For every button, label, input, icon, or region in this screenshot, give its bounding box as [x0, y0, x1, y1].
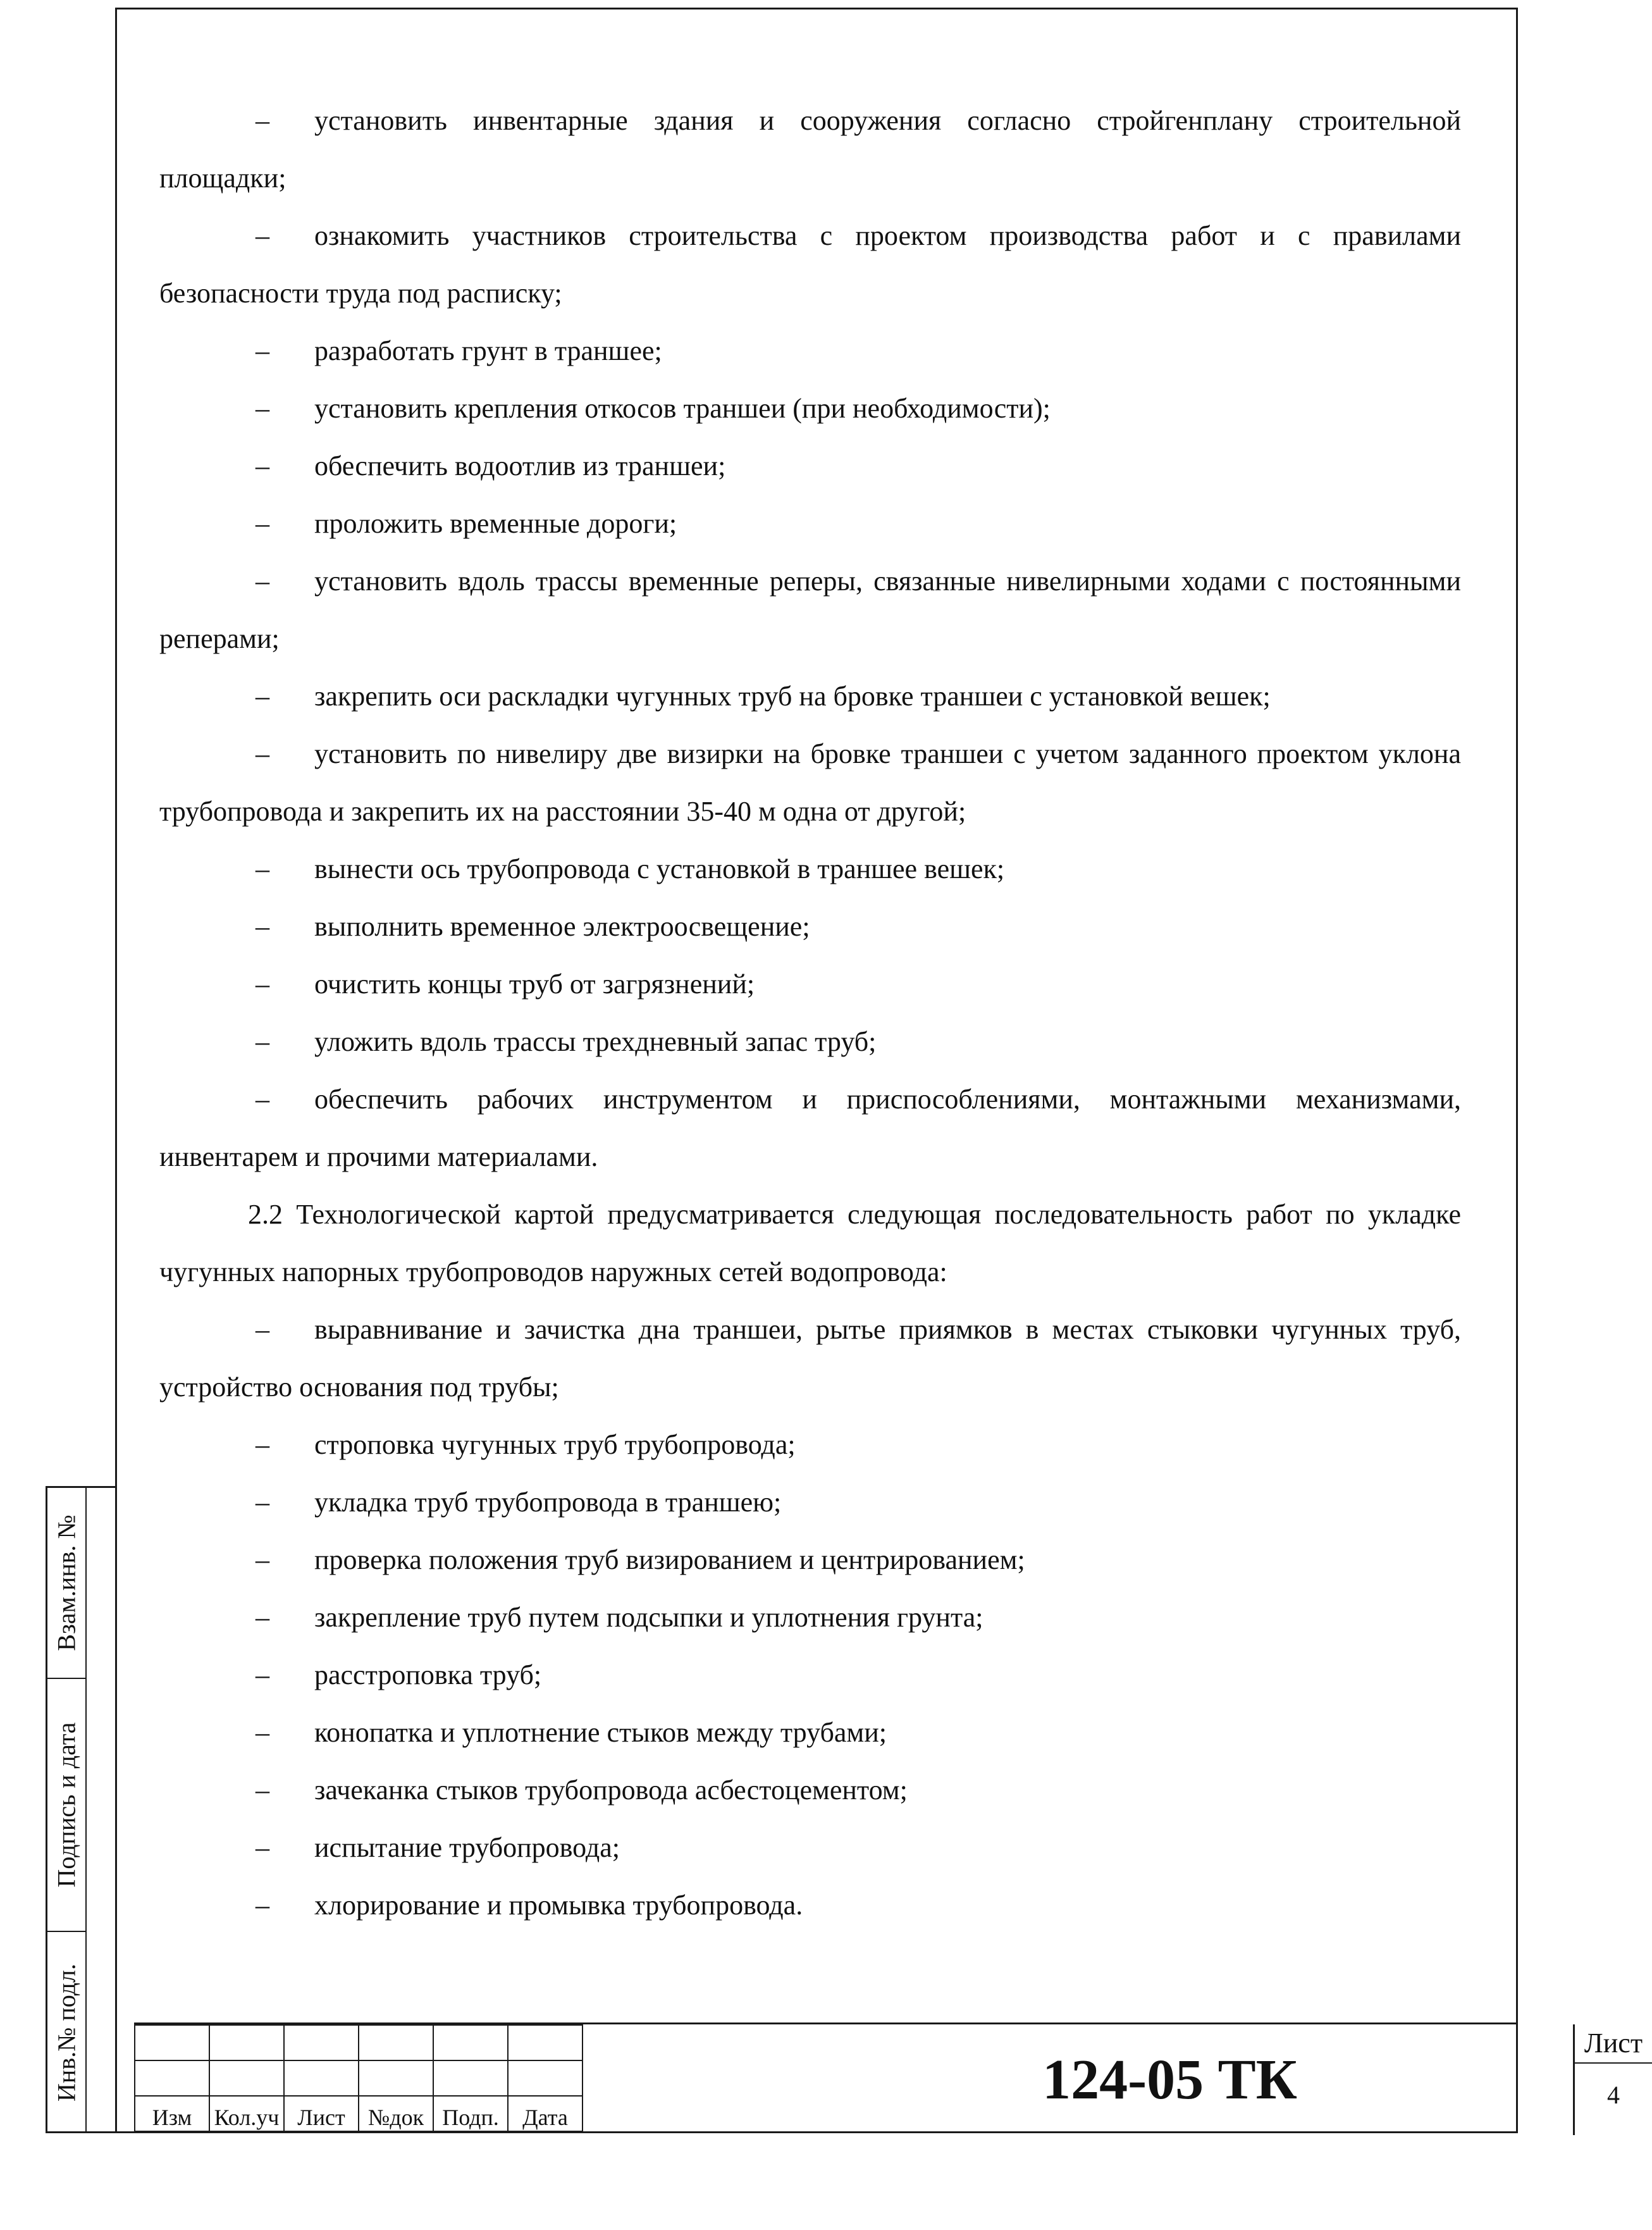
- list-item: [159, 667, 1461, 725]
- list-item-text: конопатка и уплотнение стыков между трубами;: [314, 1717, 887, 1748]
- list-dash: –: [256, 508, 269, 539]
- list-item: [159, 955, 1461, 1013]
- list-item-text: закрепление труб путем подсыпки и уплотнения грунта;: [314, 1602, 983, 1633]
- list-item: [159, 1301, 1461, 1416]
- list-item: [159, 1589, 1461, 1646]
- list-item-text: вынести ось трубопровода с установкой в траншее вешек;: [314, 853, 1005, 884]
- list-dash: –: [256, 1314, 269, 1345]
- list-item: [159, 1876, 1461, 1934]
- col-izm: Изм: [135, 2096, 209, 2131]
- list-item-text: выравнивание и зачистка дна траншеи, рытье приямков в местах стыковки чугунных труб, устройство основания под трубы;: [159, 1314, 1461, 1403]
- list-item: [159, 1070, 1461, 1186]
- list-dash: –: [256, 1832, 269, 1863]
- revision-table: [134, 2024, 583, 2132]
- list-item-text: установить инвентарные здания и сооружения согласно стройгенплану строительной площадки;: [159, 105, 1461, 194]
- paragraph-text: 2.2 Технологической картой предусматривается следующая последовательность работ по укладке чугунных напорных трубопроводов наружных сетей водопровода:: [159, 1199, 1461, 1287]
- col-kol-uch: Кол.уч: [209, 2096, 284, 2131]
- list-item-text: строповка чугунных труб трубопровода;: [314, 1429, 796, 1460]
- list-item: [159, 380, 1461, 437]
- list-dash: –: [256, 1544, 269, 1575]
- list-item: [159, 840, 1461, 898]
- title-block: [134, 2022, 1643, 2133]
- list-dash: –: [256, 1717, 269, 1748]
- list-item-text: укладка труб трубопровода в траншею;: [314, 1487, 782, 1518]
- list-dash: –: [256, 911, 269, 942]
- list-item-text: установить по нивелиру две визирки на бровке траншеи с учетом заданного проектом уклона трубопровода и закрепить их на расстоянии 35-40 м одна от другой;: [159, 738, 1461, 827]
- sidebar-stamp: [46, 1486, 115, 2133]
- sheet-label: Лист: [1575, 2024, 1652, 2064]
- col-podp: Подп.: [433, 2096, 508, 2131]
- sidebar-cell-podpis: [47, 1678, 87, 1931]
- sidebar-label-podpis: Подпись и дата: [52, 1722, 81, 1888]
- list-dash: –: [256, 450, 269, 481]
- sheet-box: [1573, 2024, 1652, 2135]
- list-item-text: хлорирование и промывка трубопровода.: [314, 1890, 803, 1921]
- list-item: [159, 552, 1461, 667]
- list-item: [159, 437, 1461, 495]
- list-item-text: обеспечить рабочих инструментом и приспособлениями, монтажными механизмами, инвентарем и прочими материалами.: [159, 1084, 1461, 1172]
- document-body: [159, 92, 1461, 1934]
- list-item: [159, 495, 1461, 552]
- list-dash: –: [256, 1890, 269, 1921]
- list-item: [159, 898, 1461, 955]
- list-dash: –: [256, 1084, 269, 1115]
- list-dash: –: [256, 335, 269, 366]
- list-item: [159, 1531, 1461, 1589]
- revision-header-row: [135, 2096, 583, 2131]
- list-item: [159, 92, 1461, 207]
- list-dash: –: [256, 1026, 269, 1057]
- list-item-text: установить вдоль трассы временные реперы, связанные нивелирными ходами с постоянными реперами;: [159, 566, 1461, 654]
- sidebar-label-inv: Инв.№ подл.: [52, 1964, 81, 2102]
- list-item: [159, 1761, 1461, 1819]
- list-item: [159, 1416, 1461, 1473]
- list-dash: –: [256, 681, 269, 712]
- list-item-text: уложить вдоль трассы трехдневный запас труб;: [314, 1026, 877, 1057]
- list-item-text: обеспечить водоотлив из траншеи;: [314, 450, 726, 481]
- list-item: [159, 1473, 1461, 1531]
- list-item-text: расстроповка труб;: [314, 1659, 542, 1690]
- list-dash: –: [256, 105, 269, 136]
- list-item-text: зачеканка стыков трубопровода асбестоцементом;: [314, 1775, 908, 1806]
- col-data: Дата: [508, 2096, 583, 2131]
- list-item: [159, 1704, 1461, 1761]
- list-dash: –: [256, 1775, 269, 1806]
- sidebar-cell-inv: [47, 1931, 87, 2133]
- list-item-text: выполнить временное электроосвещение;: [314, 911, 810, 942]
- list-item-text: ознакомить участников строительства с проектом производства работ и с правилами безопасности труда под расписку;: [159, 220, 1461, 309]
- list-item: [159, 1646, 1461, 1704]
- list-item-text: установить крепления откосов траншеи (при необходимости);: [314, 393, 1051, 424]
- list-item: [159, 322, 1461, 380]
- list-item: [159, 207, 1461, 322]
- list-item: [159, 1013, 1461, 1070]
- col-ndok: №док: [359, 2096, 433, 2131]
- sidebar-label-vzam: Взам.инв. №: [52, 1515, 81, 1651]
- list-item: [159, 1819, 1461, 1876]
- list-dash: –: [256, 220, 269, 251]
- list-dash: –: [256, 393, 269, 424]
- list-item-text: проложить временные дороги;: [314, 508, 677, 539]
- list-dash: –: [256, 738, 269, 769]
- list-item-text: очистить концы труб от загрязнений;: [314, 969, 755, 1000]
- list-item-text: закрепить оси раскладки чугунных труб на бровке траншеи с установкой вешек;: [314, 681, 1271, 712]
- list-dash: –: [256, 1429, 269, 1460]
- sheet-number: 4: [1607, 2081, 1620, 2109]
- col-list: Лист: [284, 2096, 359, 2131]
- list-item-text: испытание трубопровода;: [314, 1832, 620, 1863]
- list-dash: –: [256, 969, 269, 1000]
- list-dash: –: [256, 1602, 269, 1633]
- list-dash: –: [256, 1487, 269, 1518]
- list-dash: –: [256, 853, 269, 884]
- list-dash: –: [256, 566, 269, 597]
- paragraph: [159, 1186, 1461, 1301]
- list-item-text: разработать грунт в траншее;: [314, 335, 662, 366]
- list-dash: –: [256, 1659, 269, 1690]
- list-item-text: проверка положения труб визированием и центрированием;: [314, 1544, 1025, 1575]
- document-code: 124-05 ТК: [1042, 2048, 1297, 2111]
- sidebar-cell-vzam: [47, 1488, 87, 1678]
- list-item: [159, 725, 1461, 840]
